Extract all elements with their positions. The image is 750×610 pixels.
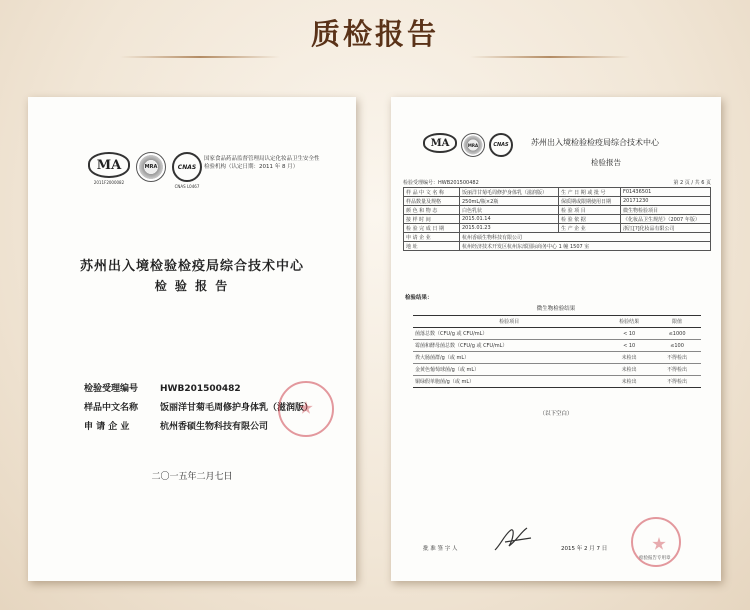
info-label: 接 样 时 间 (404, 215, 460, 224)
field-row (84, 380, 313, 399)
info-label: 申 请 企 业 (404, 233, 460, 242)
certification-logos (88, 152, 202, 189)
info-label: 保质期或限期使用日期 (559, 197, 621, 206)
ilac-mra-logo: MRA (136, 152, 166, 182)
result-limit: ≤100 (653, 340, 701, 352)
blank-note: （以下空白） (539, 411, 573, 417)
report-cover-page (28, 97, 356, 581)
title-divider-left (120, 56, 280, 58)
info-label: 检 验 项 目 (559, 206, 621, 215)
report-meta (403, 179, 711, 186)
result-header-cell: 检验结果 (605, 316, 653, 328)
result-header-cell: 检验项目 (413, 316, 605, 328)
institution-name-small: 苏州出入境检验检疫局综合技术中心 (531, 138, 659, 147)
institution-name: 苏州出入境检验检疫局综合技术中心 (79, 259, 304, 274)
cma-logo-small: MA (423, 133, 457, 153)
result-limit: 不得检出 (653, 352, 701, 364)
approver-signature (491, 522, 536, 554)
result-row (413, 340, 701, 352)
info-label: 生 产 日 期 或 批 号 (559, 188, 621, 197)
report-title-small: 检验报告 (591, 158, 621, 167)
result-limit: ≤1000 (653, 328, 701, 340)
title-divider-right (470, 56, 630, 58)
info-row (404, 242, 711, 251)
result-item: 菌落总数（CFU/g 或 CFU/mL） (413, 328, 605, 340)
info-row (404, 197, 711, 206)
certification-logos-small (423, 133, 513, 157)
info-value: 2015.01.14 (460, 215, 559, 224)
page-number: 第 2 页 / 共 6 页 (673, 180, 711, 186)
info-row (404, 215, 711, 224)
report-number: 检验受理编号：HWB201500482 (403, 180, 479, 186)
info-value: 杭州香硕生物科技有限公司 (460, 233, 711, 242)
report-detail-page (391, 97, 721, 581)
approval-date: 2015 年 2 月 7 日 (561, 546, 608, 552)
info-row (404, 224, 711, 233)
cma-logo: MA 2011F2000082 (88, 152, 130, 185)
report-title: 检 验 报 告 (154, 279, 230, 293)
approver-label: 批 准 签 字 人 (423, 546, 458, 552)
result-item: 霉菌和酵母菌总数（CFU/g 或 CFU/mL） (413, 340, 605, 352)
issue-date: 二〇一五年二月七日 (151, 472, 233, 482)
info-row (404, 206, 711, 215)
info-value: 20171230 (621, 197, 711, 206)
info-value: 浙江[?]化妆品有限公司 (621, 224, 711, 233)
result-value: 未检出 (605, 376, 653, 388)
info-value: F01436501 (621, 188, 711, 197)
seal-caption: 检验报告专用章 (639, 556, 671, 561)
field-value: HWB201500482 (160, 384, 241, 394)
info-value: 《化妆品卫生规范》（2007 年版） (621, 215, 711, 224)
field-value: 饭丽洋甘菊毛周修护身体乳（滋润版） (160, 403, 314, 413)
result-heading: 检验结果： (405, 295, 433, 301)
info-label: 样品数量及规格 (404, 197, 460, 206)
info-value: 饭丽洋甘菊毛周修护身体乳（滋润版） (460, 188, 559, 197)
field-value: 杭州香硕生物科技有限公司 (160, 422, 269, 432)
sample-info-table (403, 187, 711, 251)
cnas-logo-small: CNAS (489, 133, 513, 157)
info-label: 样 品 中 文 名 称 (404, 188, 460, 197)
info-value: 2015.01.23 (460, 224, 559, 233)
info-value: 杭州经济技术开发区杭州东部国际商务中心 1 幢 1507 室 (460, 242, 711, 251)
info-label: 生 产 企 业 (559, 224, 621, 233)
result-table-title: 微生物检验结果 (536, 306, 576, 312)
field-row (84, 418, 313, 437)
info-label: 地 址 (404, 242, 460, 251)
result-item: 铜绿假单胞菌/g（或 mL） (413, 376, 605, 388)
authority-note: 国家食品药品监督管理局认定化妆品卫生安全性检验机构（认定日期：2011 年 8 月） (204, 156, 320, 170)
result-limit: 不得检出 (653, 376, 701, 388)
info-label: 颜 色 和 物 态 (404, 206, 460, 215)
official-seal (278, 381, 334, 437)
field-label: 检验受理编号 (84, 384, 139, 394)
result-value: 未检出 (605, 352, 653, 364)
result-value: < 10 (605, 340, 653, 352)
field-label: 样品中文名称 (84, 403, 139, 413)
result-row (413, 328, 701, 340)
info-row (404, 188, 711, 197)
result-header-cell: 限值 (653, 316, 701, 328)
cnas-logo: CNAS CNAS L0467 (172, 152, 202, 189)
result-limit: 不得检出 (653, 364, 701, 376)
result-header-row (413, 316, 701, 328)
info-label: 检 验 依 据 (559, 215, 621, 224)
microbial-results-table (413, 315, 701, 388)
result-item: 金黄色葡萄球菌/g（或 mL） (413, 364, 605, 376)
result-value: < 10 (605, 328, 653, 340)
result-value: 未检出 (605, 364, 653, 376)
info-label: 检 验 完 成 日 期 (404, 224, 460, 233)
info-value: 250mL/瓶×2瓶 (460, 197, 559, 206)
result-row (413, 364, 701, 376)
info-row (404, 233, 711, 242)
result-row (413, 376, 701, 388)
field-label: 申 请 企 业 (84, 422, 130, 432)
info-value: 白色乳状 (460, 206, 559, 215)
result-item: 粪大肠菌群/g（或 mL） (413, 352, 605, 364)
info-value: 微生物检验项目 (621, 206, 711, 215)
ilac-mra-logo-small: MRA (461, 133, 485, 157)
page-title: 质检报告 (310, 17, 439, 51)
result-row (413, 352, 701, 364)
